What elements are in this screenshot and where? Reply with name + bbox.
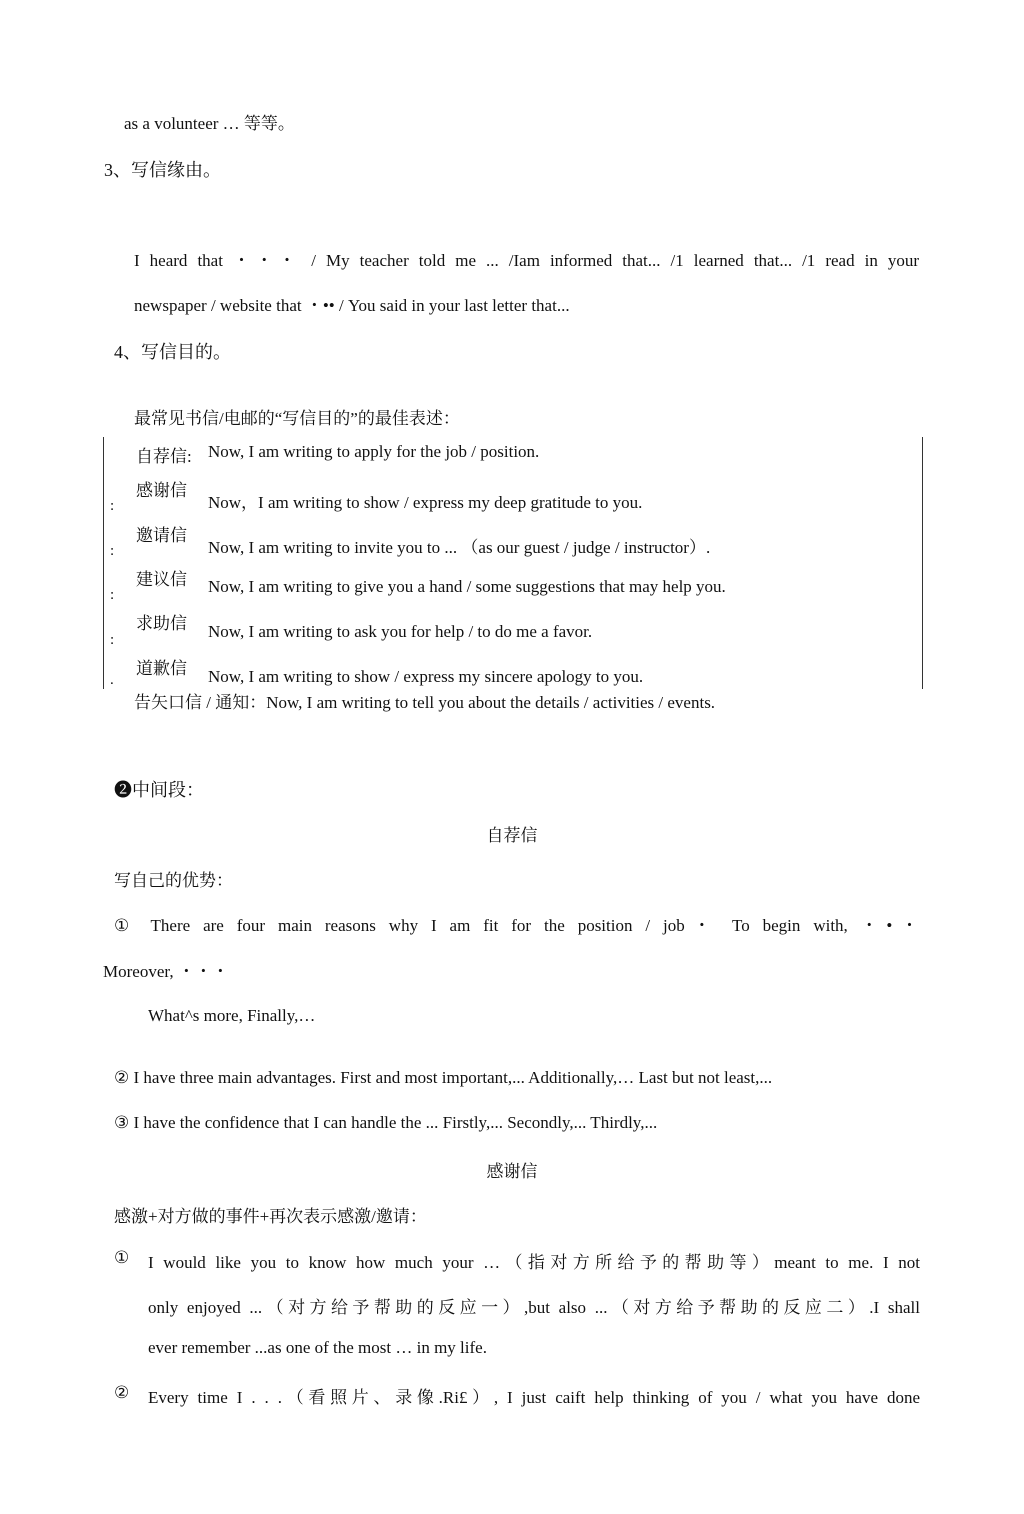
purpose-colon-3: : (110, 587, 115, 603)
purpose-type-advice: 建议信 (136, 570, 187, 589)
section4-subheading: 最常见书信/电邮的“写信目的”的最佳表述： (134, 409, 460, 428)
purpose-text-self-rec: Now, I am writing to apply for the job / position. (208, 442, 540, 461)
thanks-item1-line3: ever remember ...as one of the most … in my life. (148, 1338, 487, 1357)
section3-line2: newspaper / website that ・•• / You said in your last letter that... (134, 296, 570, 315)
purpose-type-apology: 道歉信 (136, 659, 187, 678)
purpose-type-self-rec: 自荐信: (136, 447, 192, 466)
self-rec-item1-line1: ① There are four main reasons why I am fit for the position / job・ To begin with, ・•・ (114, 916, 918, 935)
section3-heading: 3、写信缘由。 (104, 160, 221, 180)
self-rec-title: 自荐信 (486, 826, 538, 845)
self-rec-subtitle: 写自己的优势： (114, 871, 233, 890)
purpose-type-help: 求助信 (136, 614, 187, 633)
purpose-text-apology: Now, I am writing to show / express my sincere apology to you. (208, 667, 644, 686)
purpose-notice-line: 告矢口信 / 通知：Now, I am writing to tell you about the details / activities / events. (134, 693, 716, 712)
volunteer-line: as a volunteer … 等等。 (124, 114, 295, 133)
middle-heading: ❷中间段： (114, 780, 204, 800)
self-rec-item1-line2: Moreover, ・・・ (103, 962, 229, 981)
purpose-text-advice: Now, I am writing to give you a hand / some suggestions that may help you. (208, 577, 726, 596)
purpose-text-thanks: Now，I am writing to show / express my deep gratitude to you. (208, 493, 643, 512)
purpose-type-invite: 邀请信 (136, 526, 187, 545)
purpose-text-help: Now, I am writing to ask you for help / to do me a favor. (208, 622, 593, 641)
self-rec-item2: ② I have three main advantages. First and most important,... Additionally,… Last but not least,... (114, 1068, 773, 1087)
purpose-colon-1: : (110, 498, 115, 514)
self-rec-item3: ③ I have the confidence that I can handle the ... Firstly,... Secondly,... Thirdly,... (114, 1113, 658, 1132)
thanks-item1-line2: only enjoyed ...（对方给予帮助的反应一）,but also ...（对方给予帮助的反应二）.I shall (148, 1298, 920, 1317)
thanks-item2-line1: Every time I . . .（看照片、录像.Ri£）, I just caift help thinking of you / what you have done (148, 1388, 920, 1407)
purpose-text-invite: Now, I am writing to invite you to ... （as our guest / judge / instructor）. (208, 538, 711, 557)
thanks-subtitle: 感激+对方做的事件+再次表示感激/邀请： (114, 1207, 427, 1226)
self-rec-item1-line3: What^s more, Finally,… (148, 1006, 316, 1025)
thanks-item1-line1: I would like you to know how much your …（指对方所给予的帮助等）meant to me. I not (148, 1253, 920, 1272)
section4-heading: 4、写信目的。 (114, 342, 231, 362)
purpose-dot: . (110, 672, 114, 688)
thanks-item2-number: ② (114, 1383, 130, 1402)
thanks-title: 感谢信 (486, 1162, 538, 1181)
purpose-colon-4: : (110, 632, 115, 648)
purpose-colon-2: : (110, 543, 115, 559)
purpose-frame (103, 437, 923, 689)
purpose-type-thanks: 感谢信 (136, 481, 187, 500)
thanks-item1-number: ① (114, 1248, 130, 1267)
section3-line1: I heard that ・・・ / My teacher told me ... /Iam informed that... /1 learned that... /1 read in your (134, 251, 919, 270)
